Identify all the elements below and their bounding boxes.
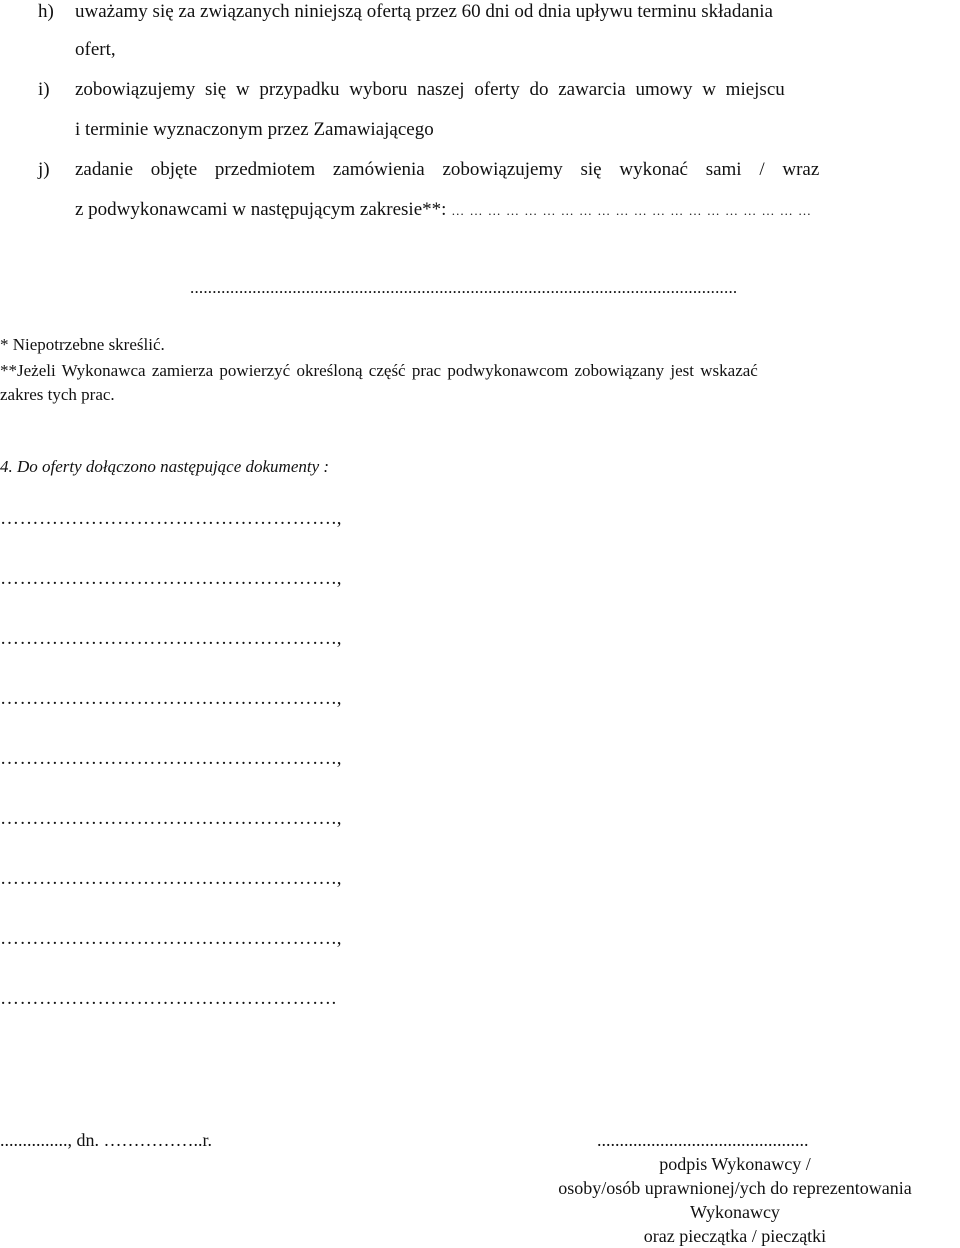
document-line-6: ……………………………………………., bbox=[0, 808, 342, 829]
item-h-line2: ofert, bbox=[75, 39, 116, 60]
place-date-line: ..............., dn. ……………..r. bbox=[0, 1130, 213, 1150]
item-j-line2-dots: … … … … … … … … … … … … … … … … … … … … bbox=[451, 203, 812, 218]
item-i-line1: zobowiązujemy się w przypadku wyboru naszej oferty do zawarcia umowy w miejscu bbox=[75, 79, 785, 100]
signature-caption-line2: osoby/osób uprawnionej/ych do reprezentowania bbox=[558, 1178, 912, 1198]
item-i-line2: i terminie wyznaczonym przez Zamawiającego bbox=[75, 119, 434, 140]
signature-dots: ............................................... bbox=[597, 1130, 809, 1150]
item-h-label: h) bbox=[38, 1, 54, 22]
document-line-8: ……………………………………………., bbox=[0, 928, 342, 949]
footnote-2-line1: **Jeżeli Wykonawca zamierza powierzyć określoną część prac podwykonawcom zobowiązany jest wskazać bbox=[0, 361, 758, 380]
document-line-7: ……………………………………………., bbox=[0, 868, 342, 889]
signature-caption-line3: Wykonawcy bbox=[690, 1202, 780, 1222]
item-j-line2 bbox=[75, 198, 812, 223]
document-line-5: ……………………………………………., bbox=[0, 748, 342, 769]
footnote-2-line2: zakres tych prac. bbox=[0, 385, 115, 404]
item-i-label: i) bbox=[38, 79, 50, 100]
footnote-1: * Niepotrzebne skreślić. bbox=[0, 335, 165, 354]
section-4-heading: 4. Do oferty dołączono następujące dokumenty : bbox=[0, 457, 330, 476]
item-j-line3-dots: ........................................................................................................................... bbox=[190, 278, 738, 297]
signature-caption bbox=[510, 1152, 960, 1248]
signature-caption-line1: podpis Wykonawcy / bbox=[659, 1154, 811, 1174]
item-j-line2-text: z podwykonawcami w następującym zakresie**: bbox=[75, 199, 447, 220]
document-line-3: ……………………………………………., bbox=[0, 628, 342, 649]
document-line-4: ……………………………………………., bbox=[0, 688, 342, 709]
document-line-2: ……………………………………………., bbox=[0, 568, 342, 589]
item-h-line1: uważamy się za związanych niniejszą ofertą przez 60 dni od dnia upływu terminu składania bbox=[75, 1, 773, 22]
item-j-line1: zadanie objęte przedmiotem zamówienia zobowiązujemy się wykonać sami / wraz bbox=[75, 159, 820, 180]
document-line-1: ……………………………………………., bbox=[0, 508, 342, 529]
signature-caption-line4: oraz pieczątka / pieczątki bbox=[643, 1226, 827, 1246]
item-j-label: j) bbox=[38, 159, 50, 180]
document-line-9: ……………………………………………. bbox=[0, 988, 337, 1009]
